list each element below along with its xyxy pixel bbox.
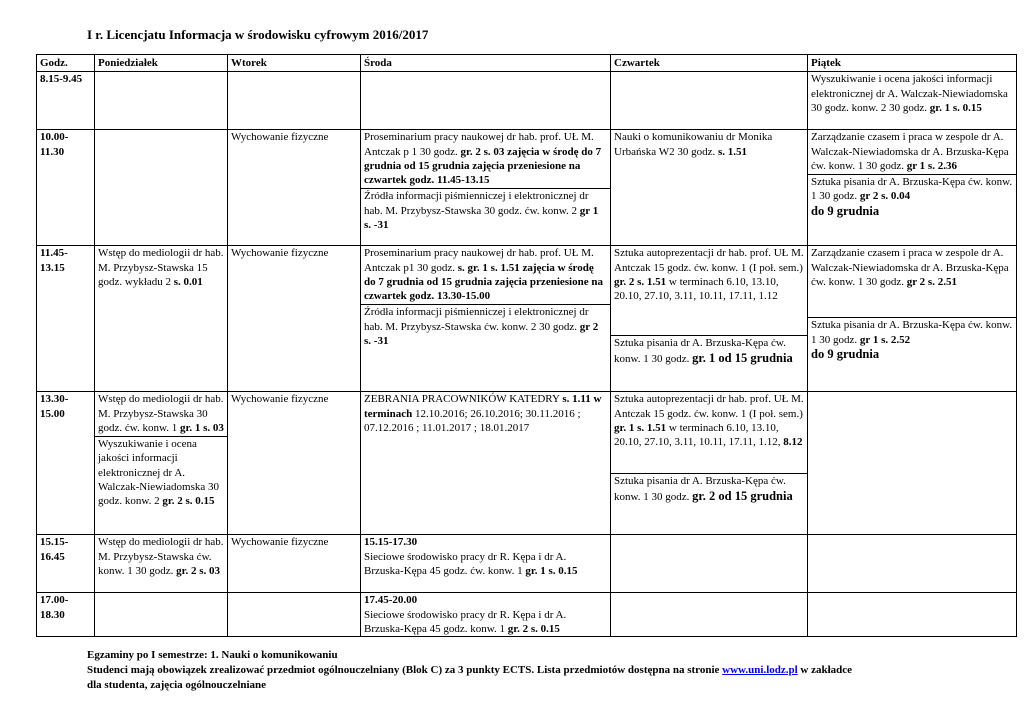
header-piatek: Piątek	[808, 55, 1017, 72]
header-poniedzialek: Poniedziałek	[95, 55, 228, 72]
cell-empty	[611, 72, 808, 130]
class-entry: Wychowanie fizyczne	[228, 392, 361, 535]
time-slot: 8.15-9.45	[37, 72, 95, 130]
class-entry-split	[611, 392, 808, 535]
table-row	[37, 392, 1017, 535]
header-sroda: Środa	[361, 55, 611, 72]
cell-empty	[228, 72, 361, 130]
class-entry: Źródła informacji piśmienniczej i elektronicznej dr hab. M. Przybysz-Stawska 30 godz. ćw. konw. 2 gr 1 s. -31	[361, 188, 610, 232]
class-entry: Wstęp do mediologii dr hab. M. Przybysz-Stawska ćw. konw. 1 30 godz. gr. 2 s. 03	[95, 535, 228, 593]
class-entry: Wychowanie fizyczne	[228, 130, 361, 246]
class-entry: Zarządzanie czasem i praca w zespole dr A. Walczak-Niewiadomska dr A. Brzuska-Kępa ćw. konw. 1 30 godz. gr 1 s. 2.36	[811, 131, 1009, 172]
table-row	[37, 72, 1017, 130]
cell-empty	[95, 593, 228, 637]
class-entry: Nauki o komunikowaniu dr Monika Urbańska W2 30 godz. s. 1.51	[611, 130, 808, 246]
header-row	[37, 55, 1017, 72]
header-godz: Godz.	[37, 55, 95, 72]
university-link[interactable]: www.uni.lodz.pl	[722, 664, 798, 676]
class-entry-split	[361, 130, 611, 246]
class-entry-split	[95, 392, 228, 535]
time-slot: 15.15-16.45	[37, 535, 95, 593]
time-slot: 10.00-11.30	[37, 130, 95, 246]
header-wtorek: Wtorek	[228, 55, 361, 72]
class-entry: Proseminarium pracy naukowej dr hab. prof. UŁ M. Antczak p1 30 godz. s. gr. 1 s. 1.51 zajęcia w środę do 7 grudnia od 15 grudnia zajęcia przeniesione na czwartek godz. 13.30-15.00	[364, 247, 603, 303]
table-row	[37, 130, 1017, 246]
class-entry: ZEBRANIA PRACOWNIKÓW KATEDRY s. 1.11 w terminach 12.10.2016; 26.10.2016; 30.11.2016 ; 07.12.2016 ; 11.01.2017 ; 18.01.2017	[361, 392, 611, 535]
header-czwartek: Czwartek	[611, 55, 808, 72]
class-entry: Sztuka autoprezentacji dr hab. prof. UŁ M. Antczak 15 godz. ćw. konw. 1 (I poł. sem.) gr. 1 s. 1.51 w terminach 6.10, 13.10, 20.10, 27.10, 3.11, 10.11, 17.11, 1.12, 8.12	[614, 393, 804, 449]
footer-notes	[87, 648, 987, 693]
table-row	[37, 593, 1017, 637]
class-entry: Sztuka pisania dr A. Brzuska-Kępa ćw. konw. 1 30 godz. gr. 1 od 15 grudnia	[611, 335, 807, 366]
time-slot: 13.30-15.00	[37, 392, 95, 535]
class-entry: 17.45-20.00 Sieciowe środowisko pracy dr R. Kępa i dr A. Brzuska-Kępa 45 godz. konw. 1 gr. 2 s. 0.15	[361, 593, 611, 637]
class-entry-split	[808, 246, 1017, 392]
cell-empty	[361, 72, 611, 130]
cell-empty	[808, 593, 1017, 637]
class-entry: Sztuka autoprezentacji dr hab. prof. UŁ M. Antczak 15 godz. ćw. konw. 1 (I poł. sem.) gr. 2 s. 1.51 w terminach 6.10, 13.10, 20.10, 27.10, 3.11, 10.11, 17.11, 1.12	[614, 247, 804, 303]
class-entry: Wyszukiwanie i ocena jakości informacji elektronicznej dr A. Walczak-Niewiadomska 30 godz. konw. 2 gr. 2 s. 0.15	[95, 436, 227, 508]
cell-empty	[808, 392, 1017, 535]
cell-empty	[95, 72, 228, 130]
class-entry: Wyszukiwanie i ocena jakości informacji elektronicznej dr A. Walczak-Niewiadomska 30 godz. konw. 2 30 godz. gr. 1 s. 0.15	[808, 72, 1017, 130]
class-entry: Sztuka pisania dr A. Brzuska-Kępa ćw. konw. 1 30 godz. gr 2 s. 0.04 do 9 grudnia	[808, 174, 1016, 219]
class-entry-split	[808, 130, 1017, 246]
class-entry-split	[611, 246, 808, 392]
class-entry: Wychowanie fizyczne	[228, 246, 361, 392]
class-entry: 15.15-17.30 Sieciowe środowisko pracy dr R. Kępa i dr A. Brzuska-Kępa 45 godz. ćw. konw. 1 gr. 1 s. 0.15	[361, 535, 611, 593]
cell-empty	[611, 535, 808, 593]
class-entry: Zarządzanie czasem i praca w zespole dr A. Walczak-Niewiadomska dr A. Brzuska-Kępa ćw. konw. 1 30 godz. gr 2 s. 2.51	[811, 247, 1009, 288]
table-row	[37, 246, 1017, 392]
cell-empty	[228, 593, 361, 637]
class-entry: Wstęp do mediologii dr hab. M. Przybysz-Stawska 30 godz. ćw. konw. 1 gr. 1 s. 03	[98, 393, 224, 434]
elective-note-continued: dla studenta, zajęcia ogólnouczelniane	[87, 679, 267, 691]
time-slot: 11.45-13.15	[37, 246, 95, 392]
schedule-table	[36, 54, 1017, 637]
time-slot: 17.00-18.30	[37, 593, 95, 637]
class-entry: Źródła informacji piśmienniczej i elektronicznej dr hab. M. Przybysz-Stawska ćw. konw. 2 30 godz. gr 2 s. -31	[361, 304, 610, 348]
class-entry: Sztuka pisania dr A. Brzuska-Kępa ćw. konw. 1 30 godz. gr. 2 od 15 grudnia	[611, 473, 807, 504]
cell-empty	[95, 130, 228, 246]
table-row	[37, 535, 1017, 593]
class-entry: Sztuka pisania dr A. Brzuska-Kępa ćw. konw. 1 30 godz. gr 1 s. 2.52 do 9 grudnia	[808, 317, 1016, 362]
class-entry: Proseminarium pracy naukowej dr hab. prof. UŁ M. Antczak p 1 30 godz. gr. 2 s. 03 zajęcia w środę do 7 grudnia od 15 grudnia zajęcia przeniesione na czwartek godz. 11.45-13.15	[364, 131, 602, 187]
cell-empty	[808, 535, 1017, 593]
page-title: I r. Licencjatu Informacja w środowisku cyfrowym 2016/2017	[87, 27, 429, 42]
class-entry: Wychowanie fizyczne	[228, 535, 361, 593]
cell-empty	[611, 593, 808, 637]
exam-note: Egzaminy po I semestrze: 1. Nauki o komunikowaniu	[87, 649, 338, 661]
class-entry: Wstęp do mediologii dr hab. M. Przybysz-Stawska 15 godz. wykładu 2 s. 0.01	[95, 246, 228, 392]
elective-note: Studenci mają obowiązek zrealizować przedmiot ogólnouczelniany (Blok C) za 3 punkty ECTS. Lista przedmiotów dostępna na stronie www.uni.lodz.pl w zakładce	[87, 664, 853, 676]
class-entry-split	[361, 246, 611, 392]
